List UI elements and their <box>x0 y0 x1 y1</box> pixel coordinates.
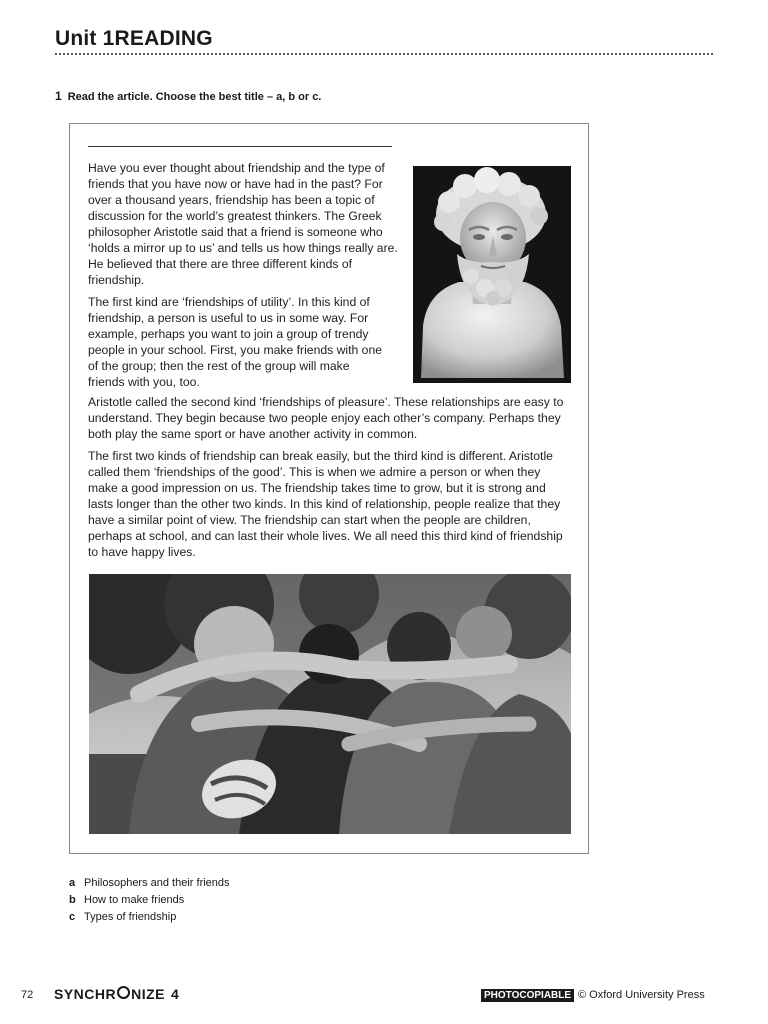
article-paragraph-4: The first two kinds of friendship can break easily, but the third kind is different. Aristotle called them ‘friendships of the good’. This is when we admire a person or when they make a good impression on us. The friendship takes time to grow, but it is strong and lasts longer than the other two kinds. In this kind of relationship, people realize that they have a similar point of view. The friendship can start when the people are children, perhaps at school, and can last their whole lives. We all need this third kind of friendship to have happy lives. <box>88 449 563 559</box>
option-letter: c <box>69 911 76 923</box>
team-huddle-illustration <box>89 574 571 834</box>
brand-text-end: NIZE <box>131 986 166 1002</box>
article-paragraph-1: Have you ever thought about friendship and the type of friends that you have now or have had in the past? For over a thousand years, friendship has been a topic of discussion for the world’s greatest thinkers. The Greek philosopher Aristotle said that a friend is someone who ‘holds a mirror up to us’ and tells us how things really are. He believed that there are three different kinds of friendship. <box>88 161 398 287</box>
option-text: How to make friends <box>84 894 185 906</box>
photocopiable-badge: PHOTOCOPIABLE <box>481 989 574 1002</box>
unit-number: Unit 1 <box>55 27 115 50</box>
brand-level: 4 <box>171 986 180 1002</box>
option-letter: b <box>69 894 76 906</box>
title-answer-line <box>88 146 392 147</box>
article-paragraph-2: The first kind are ‘friendships of utility’. In this kind of friendship, a person is useful to us in some way. For example, perhaps you want to join a group of trendy people in your school. First, you make friends with one of the group; then the rest of the group will make friends with you, too. <box>88 295 382 389</box>
copyright-text: © Oxford University Press <box>578 989 705 1001</box>
exercise-instruction <box>55 89 321 103</box>
option-letter: a <box>69 877 76 889</box>
article-box <box>69 123 589 854</box>
page-number: 72 <box>21 989 34 1001</box>
option-text: Philosophers and their friends <box>84 877 230 889</box>
section-title: READING <box>114 27 213 50</box>
brand-logo <box>54 986 179 1002</box>
answer-option-c[interactable] <box>69 909 230 926</box>
article-paragraph-3: Aristotle called the second kind ‘friendships of pleasure’. These relationships are easy to understand. They begin because two people enjoy each other’s company. Perhaps they both play the same sport or have another activity in common. <box>88 395 564 441</box>
page-footer <box>0 986 768 1006</box>
instruction-text: Read the article. Choose the best title – a, b or c. <box>67 91 322 103</box>
answer-option-a[interactable] <box>69 875 230 892</box>
option-text: Types of friendship <box>84 911 177 923</box>
brand-o-icon <box>117 986 130 999</box>
brand-text-start: SYNCHR <box>54 986 117 1002</box>
answer-options <box>69 875 230 926</box>
aristotle-bust-illustration <box>413 166 571 383</box>
team-huddle-photo <box>89 574 571 834</box>
aristotle-bust-photo <box>413 166 571 383</box>
unit-header <box>55 27 713 55</box>
exercise-number: 1 <box>55 89 62 103</box>
answer-option-b[interactable] <box>69 892 230 909</box>
